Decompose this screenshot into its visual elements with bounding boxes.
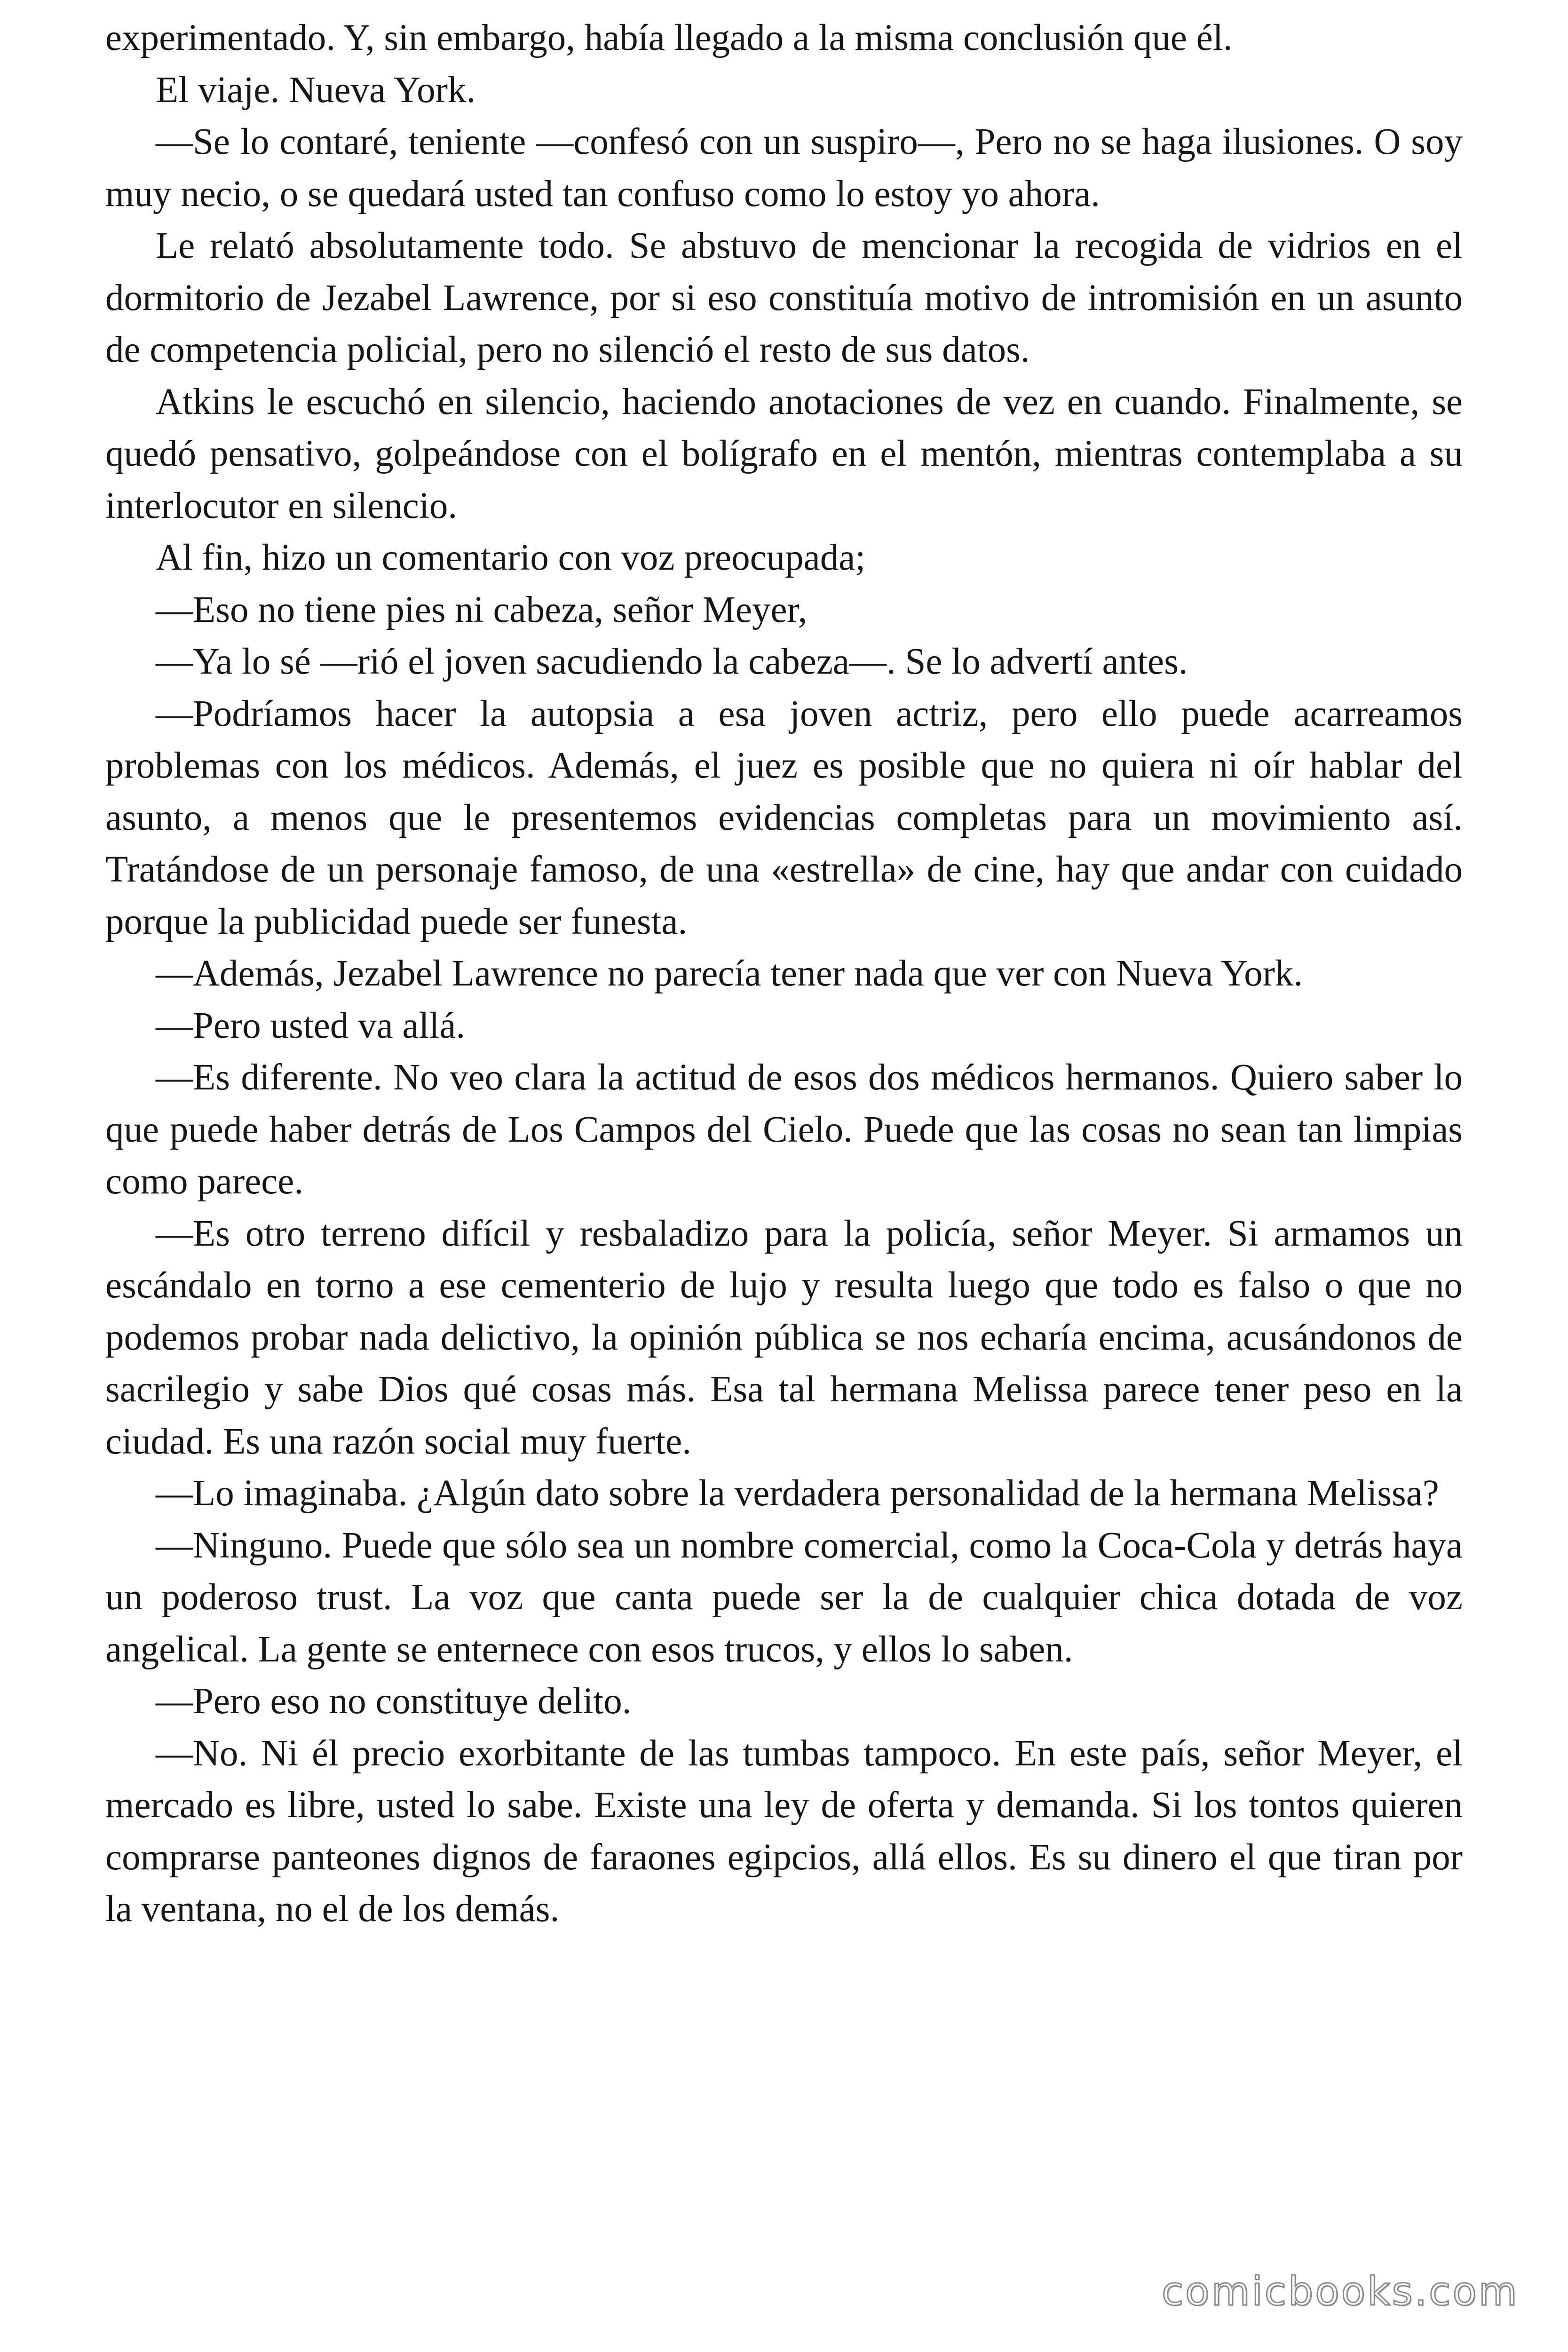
paragraph: —Se lo contaré, teniente —confesó con un suspiro—, Pero no se haga ilusiones. O soy muy necio, o se quedará usted tan confuso como lo estoy yo ahora. [105, 121, 1463, 215]
watermark: comicbooks.com [1162, 2268, 1519, 2314]
paragraph: —Lo imaginaba. ¿Algún dato sobre la verdadera personalidad de la hermana Melissa? [156, 1473, 1439, 1514]
paragraph: —Pero eso no constituye delito. [156, 1681, 632, 1722]
paragraph: —Además, Jezabel Lawrence no parecía tener nada que ver con Nueva York. [156, 953, 1303, 994]
paragraph: —Es diferente. No veo clara la actitud de esos dos médicos hermanos. Quiero saber lo que puede haber detrás de Los Campos del Cielo. Puede que las cosas no sean tan limpias como parece. [105, 1057, 1463, 1202]
paragraph: Al fin, hizo un comentario con voz preocupada; [156, 537, 866, 578]
paragraph-continuation: experimentado. Y, sin embargo, había llegado a la misma conclusión que él. [105, 17, 1233, 58]
paragraph: Atkins le escuchó en silencio, haciendo anotaciones de vez en cuando. Finalmente, se quedó pensativo, golpeándose con el bolígrafo en el mentón, mientras contemplaba a su interlocutor en silencio. [105, 381, 1463, 526]
page-text [105, 12, 1463, 1936]
paragraph: —Ninguno. Puede que sólo sea un nombre comercial, como la Coca-Cola y detrás haya un poderoso trust. La voz que canta puede ser la de cualquier chica dotada de voz angelical. La gente se enternece con esos trucos, y ellos lo saben. [105, 1525, 1463, 1670]
paragraph: El viaje. Nueva York. [156, 69, 476, 111]
paragraph: —No. Ni él precio exorbitante de las tumbas tampoco. En este país, señor Meyer, el mercado es libre, usted lo sabe. Existe una ley de oferta y demanda. Si los tontos quieren comprarse panteones dignos de faraones egipcios, allá ellos. Es su dinero el que tiran por la ventana, no el de los demás. [105, 1732, 1463, 1930]
paragraph: —Pero usted va allá. [156, 1005, 466, 1046]
paragraph: Le relató absolutamente todo. Se abstuvo de mencionar la recogida de vidrios en el dormitorio de Jezabel Lawrence, por si eso constituía motivo de intromisión en un asunto de competencia policial, pero no silenció el resto de sus datos. [105, 225, 1463, 370]
paragraph: —Eso no tiene pies ni cabeza, señor Meyer, [156, 589, 808, 630]
paragraph: —Podríamos hacer la autopsia a esa joven actriz, pero ello puede acarreamos problemas con los médicos. Además, el juez es posible que no quiera ni oír hablar del asunto, a menos que le presentemos evidencias completas para un movimiento así. Tratándose de un personaje famoso, de una «estrella» de cine, hay que andar con cuidado porque la publicidad puede ser funesta. [105, 693, 1463, 942]
paragraph: —Ya lo sé —rió el joven sacudiendo la cabeza—. Se lo advertí antes. [156, 641, 1188, 682]
paragraph: —Es otro terreno difícil y resbaladizo para la policía, señor Meyer. Si armamos un escándalo en torno a ese cementerio de lujo y resulta luego que todo es falso o que no podemos probar nada delictivo, la opinión pública se nos echaría encima, acusándonos de sacrilegio y sabe Dios qué cosas más. Esa tal hermana Melissa parece tener peso en la ciudad. Es una razón social muy fuerte. [105, 1213, 1463, 1462]
